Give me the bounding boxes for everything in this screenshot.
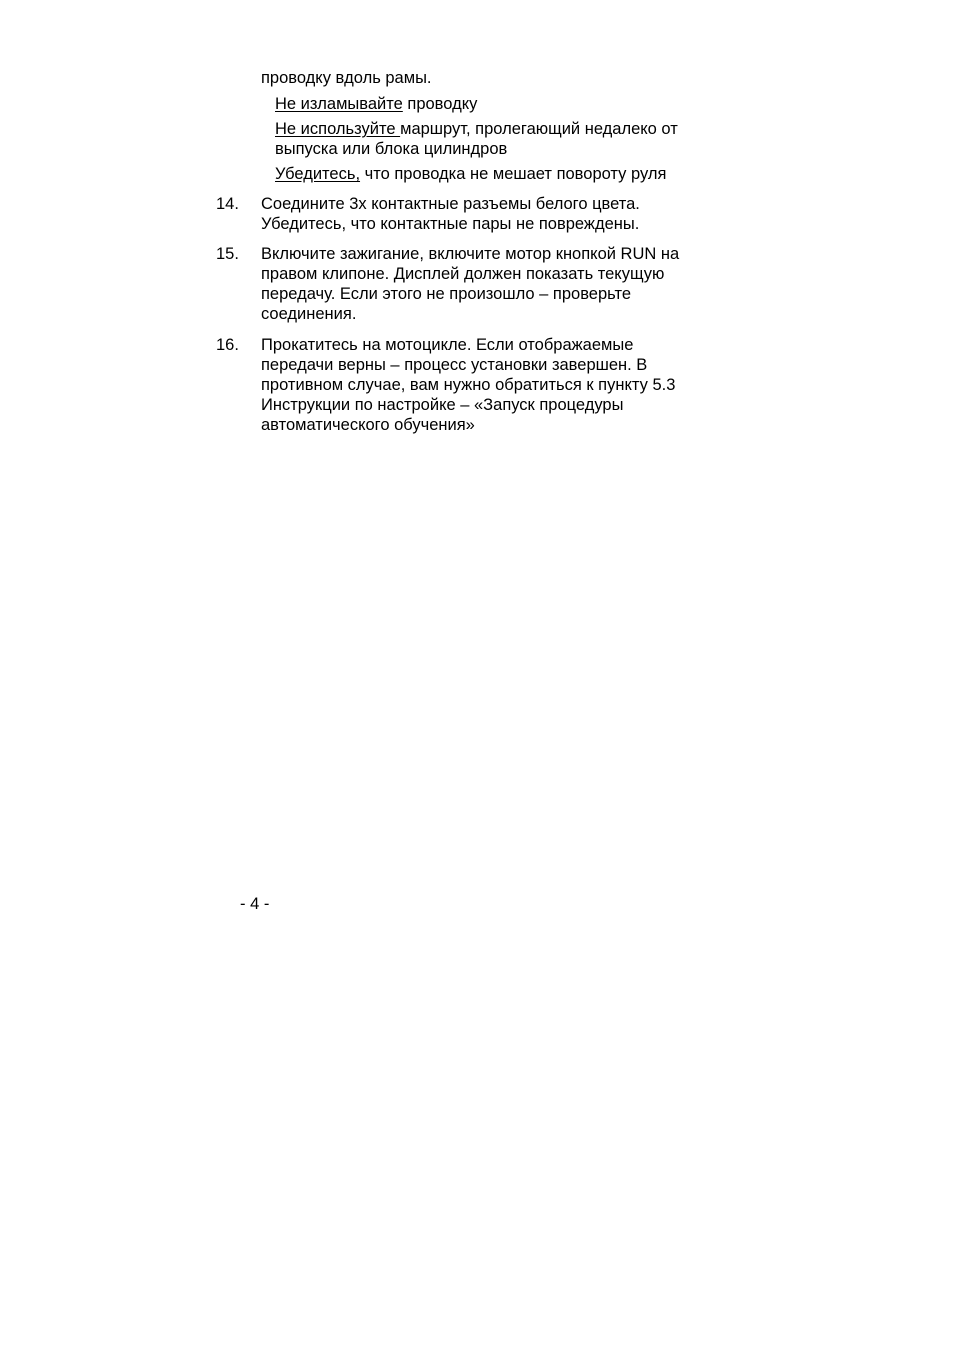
step-number: 14. xyxy=(216,195,239,213)
step-line: передачи верны – процесс установки завершен. В xyxy=(261,356,648,374)
step-line: правом клипоне. Дисплей должен показать текущую xyxy=(261,265,665,283)
step-line: Убедитесь, что контактные пары не повреждены. xyxy=(261,215,640,233)
page-number: - 4 - xyxy=(240,895,270,913)
step-line: Прокатитесь на мотоцикле. Если отображаемые xyxy=(261,336,634,354)
note-keyword: Не изламывайте xyxy=(275,95,403,113)
note-text: маршрут, пролегающий недалеко от xyxy=(400,120,678,138)
step-line: противном случае, вам нужно обратиться к пункту 5.3 xyxy=(261,376,676,394)
note-keyword: Не используйте xyxy=(275,120,401,138)
step-line: передачу. Если этого не произошло – проверьте xyxy=(261,285,632,303)
step-line: Включите зажигание, включите мотор кнопкой RUN на xyxy=(261,245,680,263)
note-text: проводку xyxy=(402,95,478,113)
note-make-sure xyxy=(275,164,666,184)
step-line: Соедините 3х контактные разъемы белого цвета. xyxy=(261,195,640,213)
note-dont-use-line2: выпуска или блока цилиндров xyxy=(275,140,508,158)
continuation-text: проводку вдоль рамы. xyxy=(261,69,432,87)
step-line: Инструкции по настройке – «Запуск процедуры xyxy=(261,396,624,414)
step-number: 15. xyxy=(216,245,239,263)
note-text: что проводка не мешает повороту руля xyxy=(360,165,667,183)
step-number: 16. xyxy=(216,336,239,354)
step-line: соединения. xyxy=(261,305,357,323)
note-dont-bend xyxy=(275,94,477,114)
step-line: автоматического обучения» xyxy=(261,416,475,434)
note-dont-use xyxy=(275,119,678,139)
note-keyword: Убедитесь, xyxy=(275,165,361,183)
